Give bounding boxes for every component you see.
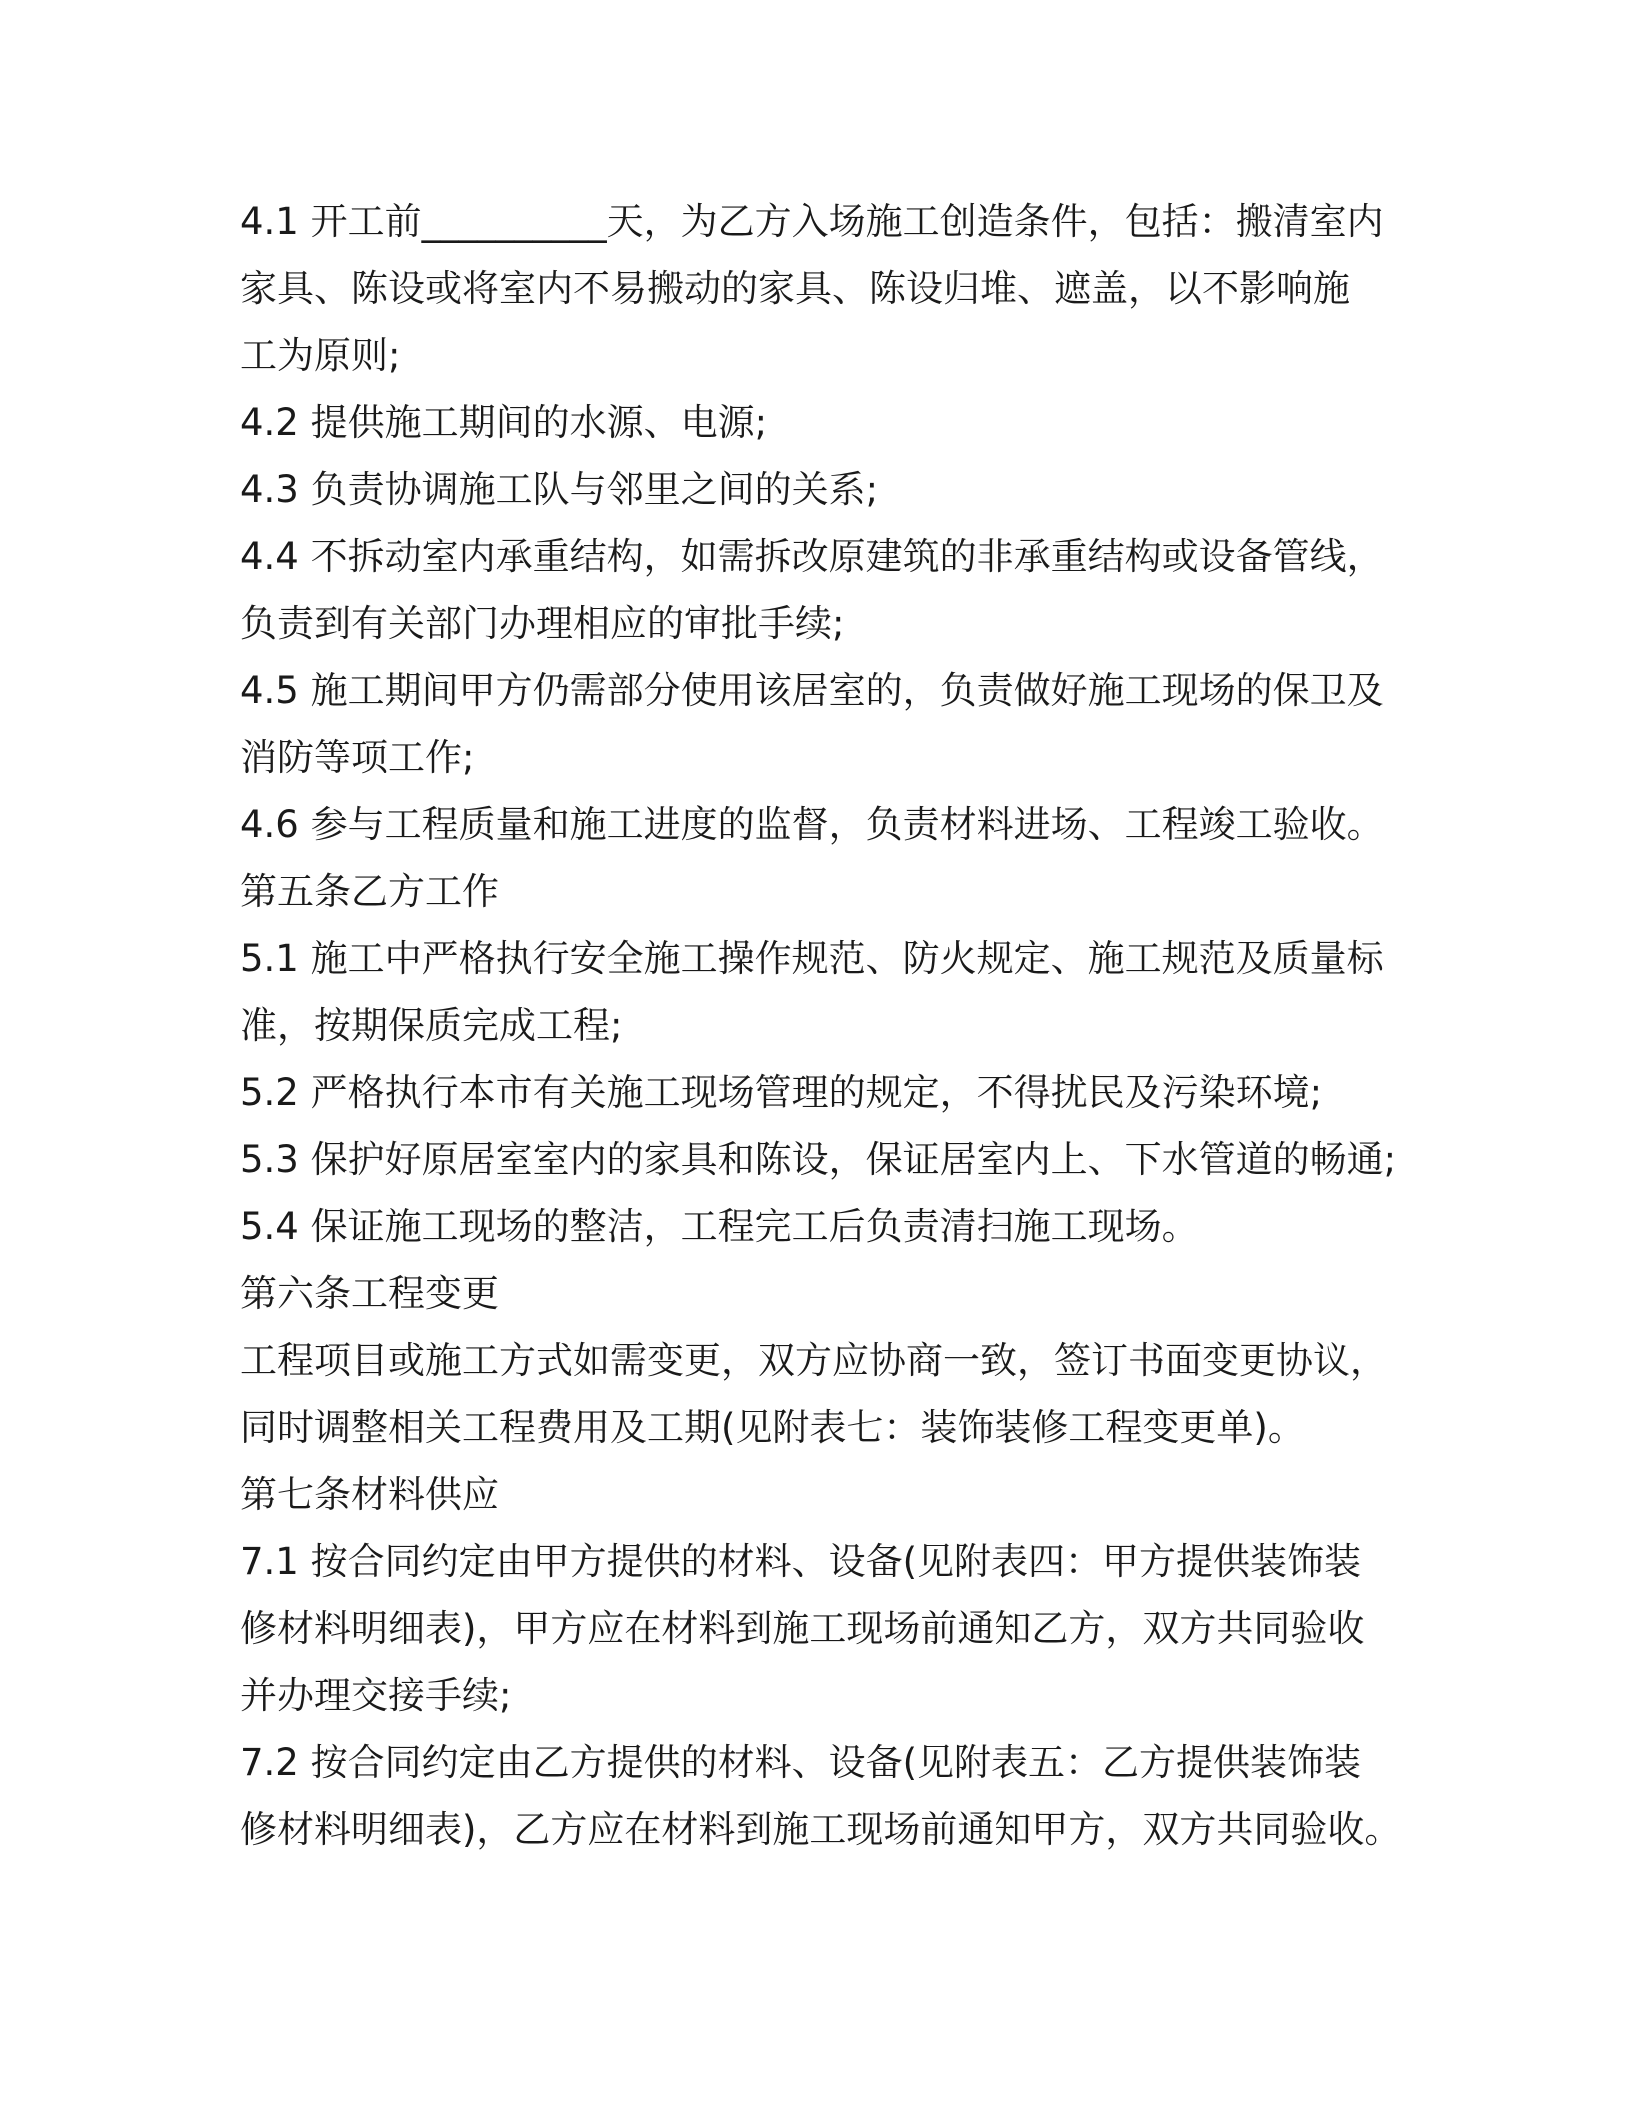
text-line: 工为原则;: [240, 334, 401, 377]
text-line-5-4: 5.4 保证施工现场的整洁，工程完工后负责清扫施工现场。: [240, 1205, 1199, 1248]
text-line-4-1: 4.1 开工前__________天，为乙方入场施工创造条件，包括：搬清室内: [240, 200, 1384, 243]
text-line-5-1: 5.1 施工中严格执行安全施工操作规范、防火规定、施工规范及质量标: [240, 937, 1384, 980]
text-line-4-5: 4.5 施工期间甲方仍需部分使用该居室的，负责做好施工现场的保卫及: [240, 669, 1384, 712]
text-line-4-6: 4.6 参与工程质量和施工进度的监督，负责材料进场、工程竣工验收。: [240, 803, 1384, 846]
text-line: 同时调整相关工程费用及工期(见附表七：装饰装修工程变更单)。: [240, 1406, 1305, 1449]
section-heading-5: 第五条乙方工作: [240, 870, 499, 913]
text-line-5-2: 5.2 严格执行本市有关施工现场管理的规定，不得扰民及污染环境;: [240, 1071, 1323, 1114]
section-heading-6: 第六条工程变更: [240, 1272, 499, 1315]
text-line-4-4: 4.4 不拆动室内承重结构，如需拆改原建筑的非承重结构或设备管线，: [240, 535, 1384, 578]
text-line-7-2: 7.2 按合同约定由乙方提供的材料、设备(见附表五：乙方提供装饰装: [240, 1741, 1362, 1784]
text-line-5-3: 5.3 保护好原居室室内的家具和陈设，保证居室内上、下水管道的畅通;: [240, 1138, 1397, 1181]
text-line-4-2: 4.2 提供施工期间的水源、电源;: [240, 401, 768, 444]
text-line-7-1: 7.1 按合同约定由甲方提供的材料、设备(见附表四：甲方提供装饰装: [240, 1540, 1362, 1583]
text-line: 准，按期保质完成工程;: [240, 1004, 623, 1047]
text-line: 负责到有关部门办理相应的审批手续;: [240, 602, 845, 645]
text-line: 修材料明细表)，甲方应在材料到施工现场前通知乙方，双方共同验收: [240, 1607, 1365, 1650]
document-body: [240, 188, 1400, 1863]
text-line-4-3: 4.3 负责协调施工队与邻里之间的关系;: [240, 468, 879, 511]
text-line: 并办理交接手续;: [240, 1674, 512, 1717]
text-line: 家具、陈设或将室内不易搬动的家具、陈设归堆、遮盖，以不影响施: [240, 267, 1350, 310]
text-line: 消防等项工作;: [240, 736, 475, 779]
text-line: 修材料明细表)，乙方应在材料到施工现场前通知甲方，双方共同验收。: [240, 1808, 1402, 1851]
text-line: 工程项目或施工方式如需变更，双方应协商一致，签订书面变更协议，: [240, 1339, 1387, 1382]
section-heading-7: 第七条材料供应: [240, 1473, 499, 1516]
